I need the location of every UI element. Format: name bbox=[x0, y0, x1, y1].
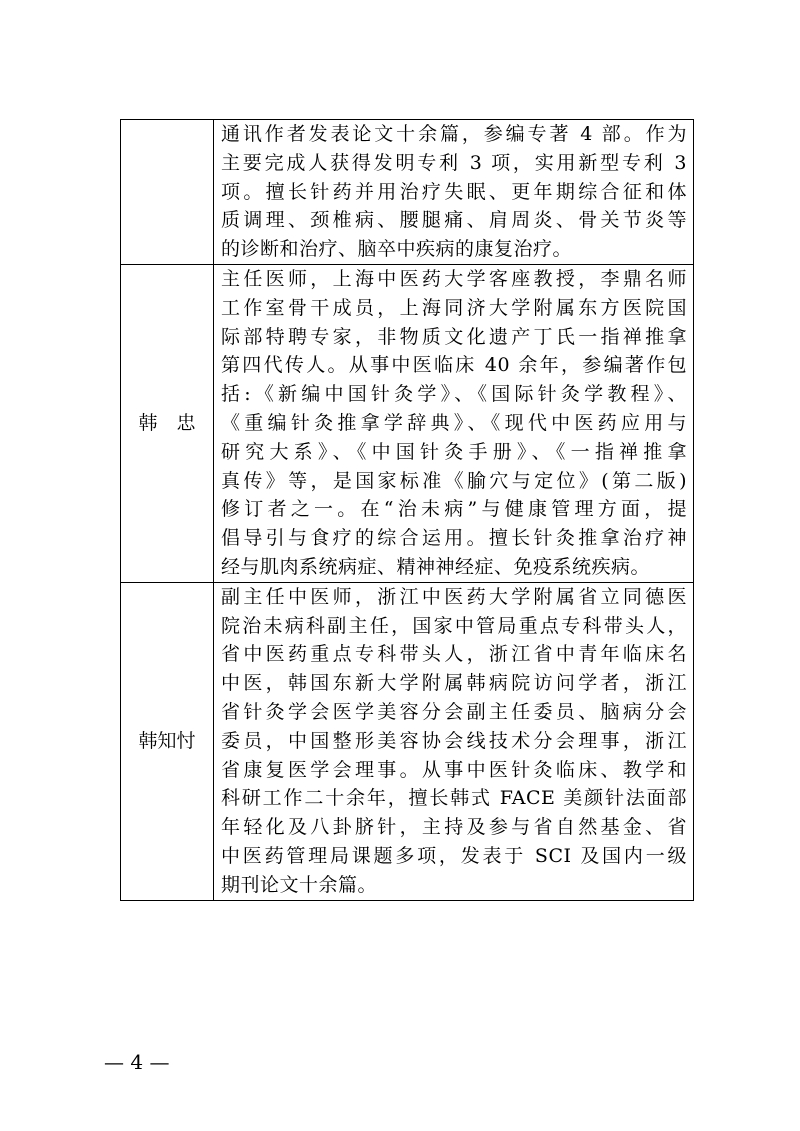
bio-line: 主要完成人获得发明专利 3 项，实用新型专利 3 bbox=[221, 151, 687, 174]
expert-bio bbox=[214, 264, 694, 582]
bio-line: 质调理、颈椎病、腰腿痛、肩周炎、骨关节炎等 bbox=[221, 209, 687, 232]
bio-line: 真传》等，是国家标准《腧穴与定位》(第二版) bbox=[221, 469, 687, 492]
bio-line: 研究大系》、《中国针灸手册》、《一指禅推拿 bbox=[221, 440, 687, 463]
bio-line: 项。擅长针药并用治疗失眠、更年期综合征和体 bbox=[221, 180, 687, 203]
bio-line: 通讯作者发表论文十余篇，参编专著 4 部。作为 bbox=[221, 123, 687, 145]
expert-name bbox=[121, 120, 214, 265]
bio-line: 期刊论文十余篇。 bbox=[221, 873, 378, 896]
bio-line: 《重编针灸推拿学辞典》、《现代中医药应用与 bbox=[221, 411, 687, 434]
bio-line: 院治未病科副主任，国家中管局重点专科带头人， bbox=[221, 614, 687, 637]
table-row bbox=[121, 582, 694, 900]
bio-line: 括:《新编中国针灸学》、《国际针灸学教程》、 bbox=[221, 383, 687, 406]
bio-line: 修订者之一。在“治未病”与健康管理方面，提 bbox=[221, 498, 687, 521]
page-number: — 4 — bbox=[104, 1050, 170, 1074]
expert-bio bbox=[214, 582, 694, 900]
bio-line: 科研工作二十余年，擅长韩式 FACE 美颜针法面部 bbox=[221, 787, 687, 810]
bio-line: 倡导引与食疗的综合运用。擅长针灸推拿治疗神 bbox=[221, 527, 687, 550]
bio-line: 中医药管理局课题多项，发表于 SCI 及国内一级 bbox=[221, 844, 687, 867]
bio-line: 年轻化及八卦脐针，主持及参与省自然基金、省 bbox=[221, 816, 687, 839]
expert-table bbox=[120, 119, 694, 901]
bio-line: 际部特聘专家，非物质文化遗产丁氏一指禅推拿 bbox=[221, 325, 687, 348]
expert-bio bbox=[214, 120, 694, 265]
table-row bbox=[121, 264, 694, 582]
table-row bbox=[121, 120, 694, 265]
bio-line: 省康复医学会理事。从事中医针灸临床、教学和 bbox=[221, 758, 687, 781]
expert-name: 韩 忠 bbox=[121, 264, 214, 582]
expert-name: 韩知忖 bbox=[121, 582, 214, 900]
bio-line: 中医，韩国东新大学附属韩病院访问学者，浙江 bbox=[221, 672, 687, 695]
bio-line: 委员，中国整形美容协会线技术分会理事，浙江 bbox=[221, 729, 687, 752]
bio-line: 省针灸学会医学美容分会副主任委员、脑病分会 bbox=[221, 700, 687, 723]
bio-line: 的诊断和治疗、脑卒中疾病的康复治疗。 bbox=[221, 238, 573, 261]
bio-line: 主任医师，上海中医药大学客座教授，李鼎名师 bbox=[221, 267, 687, 290]
bio-line: 第四代传人。从事中医临床 40 余年，参编著作包 bbox=[221, 354, 687, 377]
bio-line: 工作室骨干成员，上海同济大学附属东方医院国 bbox=[221, 296, 687, 319]
bio-line: 经与肌肉系统病症、精神神经症、免疫系统疾病。 bbox=[221, 555, 651, 578]
bio-line: 省中医药重点专科带头人，浙江省中青年临床名 bbox=[221, 643, 687, 666]
bio-line: 副主任中医师，浙江中医药大学附属省立同德医 bbox=[221, 585, 687, 608]
